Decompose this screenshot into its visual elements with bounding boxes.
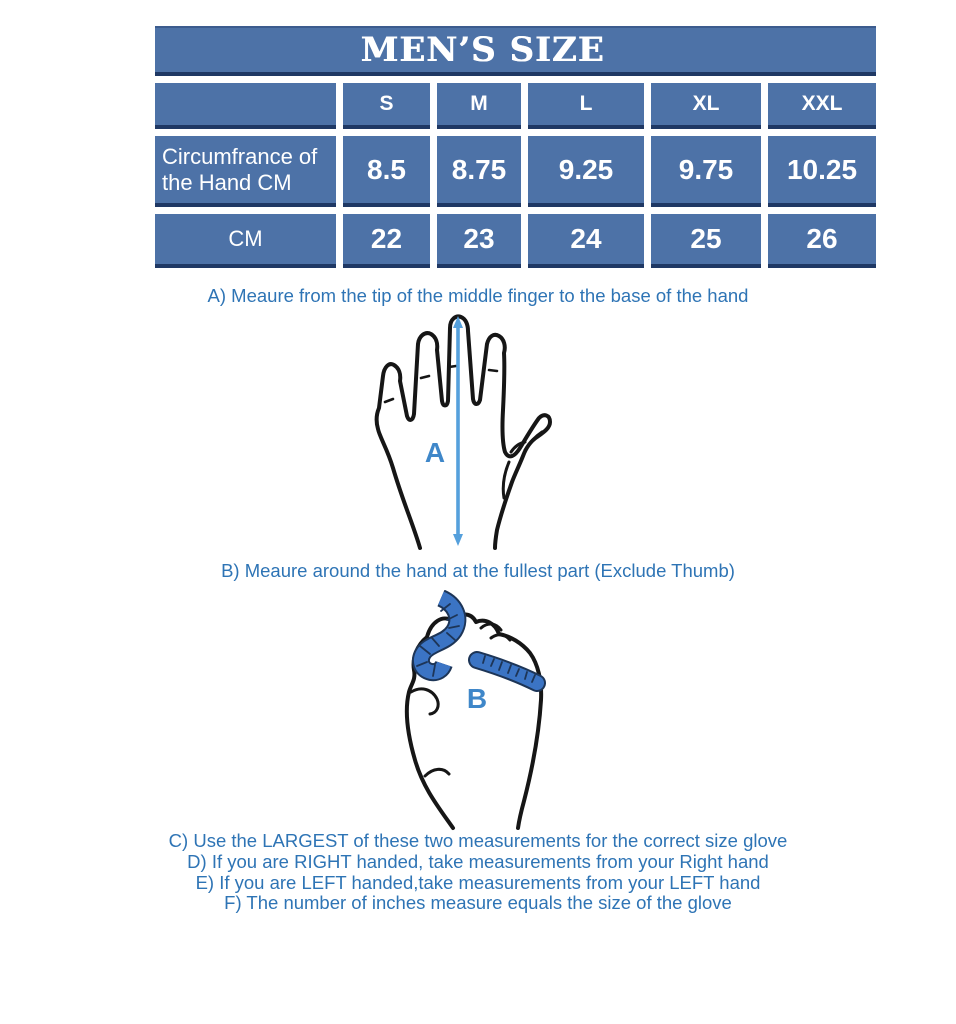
cell-circumference-xxl: 10.25: [768, 136, 876, 207]
diagram-letter-a: A: [424, 437, 446, 468]
instruction-a: A) Meaure from the tip of the middle finger to the base of the hand: [207, 285, 749, 306]
index-finger-crease: [489, 370, 497, 371]
instruction-f: F) The number of inches measure equals the size of the glove: [224, 892, 732, 914]
empty-header-cell: [155, 83, 336, 129]
instruction-b: B) Meaure around the hand at the fullest part (Exclude Thumb): [221, 560, 735, 581]
col-header-xxl: XXL: [768, 83, 876, 129]
hand-outline: [377, 316, 550, 548]
row-label-cm: CM: [155, 214, 336, 268]
row-label-circumference: Circumfrance of the Hand CM: [155, 136, 336, 207]
cell-circumference-m: 8.75: [437, 136, 521, 207]
cell-cm-xxl: 26: [768, 214, 876, 268]
instruction-d: D) If you are RIGHT handed, take measurements from your Right hand: [187, 850, 769, 872]
table-title-cell: [155, 26, 876, 76]
fist-measure-diagram: [391, 590, 575, 832]
hand-measure-diagram: [363, 310, 563, 552]
instruction-list: [0, 831, 956, 914]
instruction-c: C) Use the LARGEST of these two measurements for the correct size glove: [168, 830, 788, 851]
cell-circumference-xl: 9.75: [651, 136, 761, 207]
col-header-m: M: [437, 83, 521, 129]
col-header-s: S: [343, 83, 430, 129]
col-header-l: L: [528, 83, 644, 129]
cell-cm-s: 22: [343, 214, 430, 268]
instruction-e: E) If you are LEFT handed,take measurements from your LEFT hand: [195, 871, 761, 893]
cell-cm-l: 24: [528, 214, 644, 268]
cell-cm-m: 23: [437, 214, 521, 268]
table-title: MEN’S SIZE: [360, 30, 605, 70]
cell-circumference-s: 8.5: [343, 136, 430, 207]
middle-finger-crease: [449, 366, 456, 367]
col-header-xl: XL: [651, 83, 761, 129]
size-table: [155, 26, 876, 268]
cell-cm-xl: 25: [651, 214, 761, 268]
cell-circumference-l: 9.25: [528, 136, 644, 207]
diagram-letter-b: B: [466, 683, 488, 714]
